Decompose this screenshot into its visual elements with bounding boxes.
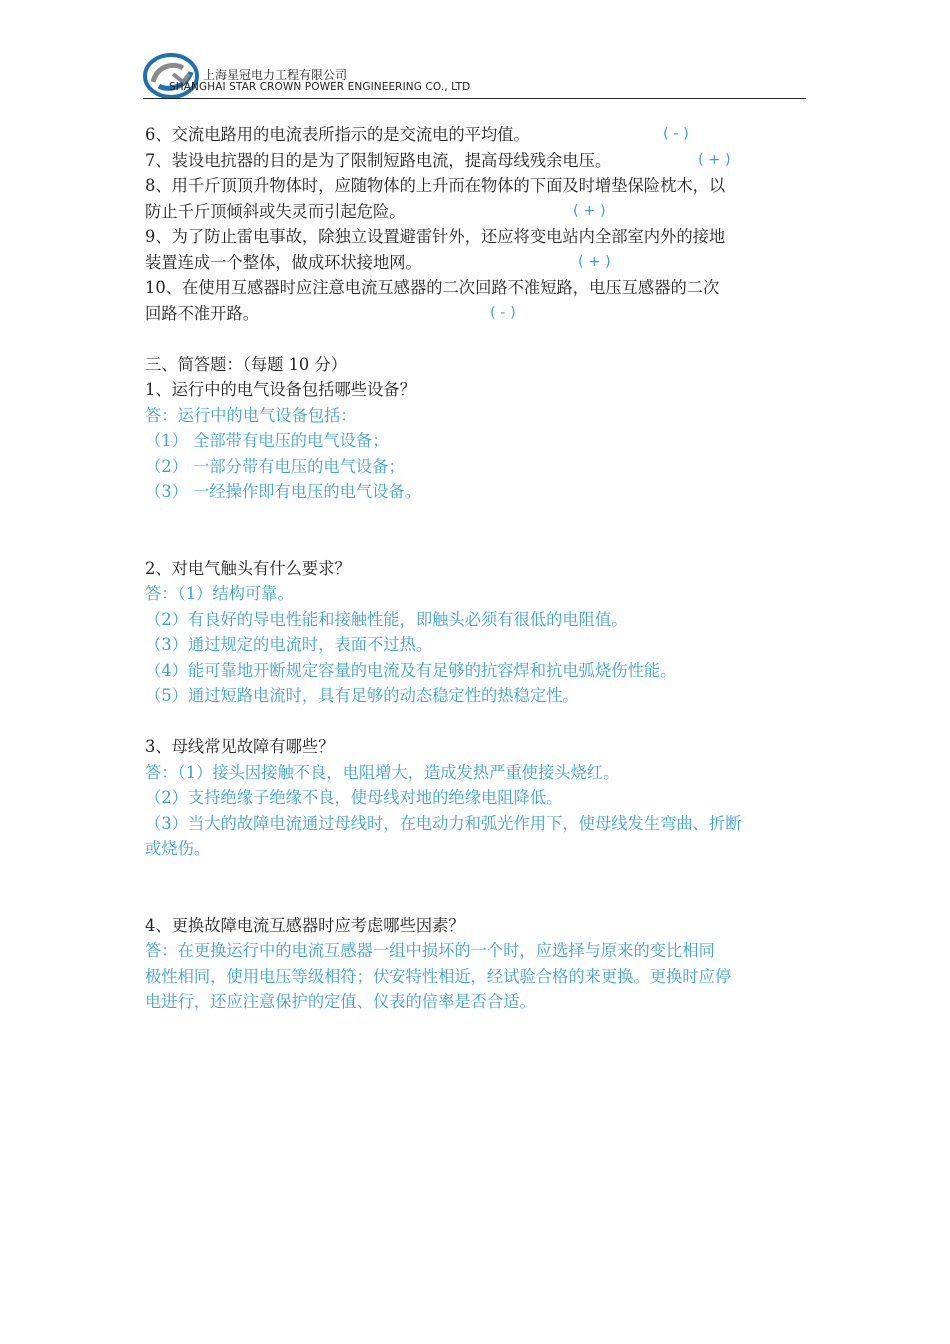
sa-answer-4-line: 答：在更换运行中的电流互感器一组中损坏的一个时，应选择与原来的变比相同 xyxy=(145,941,715,960)
tf-question-9-line2 xyxy=(145,250,810,276)
sa-answer-2-line: （5）通过短路电流时，具有足够的动态稳定性的热稳定性。 xyxy=(145,686,579,705)
sa-answer-3-line: 答：（1）接头因接触不良，电阻增大，造成发热严重使接头烧红。 xyxy=(145,762,620,782)
tf-question-7 xyxy=(145,148,810,174)
question-text: 6、交流电路用的电流表所指示的是交流电的平均值。 xyxy=(145,125,530,144)
sa-answer-4-line: 极性相同，使用电压等级相符；伏安特性相近，经试验合格的来更换。更换时应停 xyxy=(145,966,732,986)
sa-answer-1-line: 答：运行中的电气设备包括： xyxy=(145,405,357,425)
sa-answer-2-line: 答：（1）结构可靠。 xyxy=(145,584,294,603)
sa-answer-1-line: （2） 一部分带有电压的电气设备； xyxy=(145,456,405,476)
sa-answer-2-line: （3）通过规定的电流时，表面不过热。 xyxy=(145,635,433,654)
company-name-cn: 上海星冠电力工程有限公司 xyxy=(203,68,348,82)
tf-question-6 xyxy=(145,122,810,148)
answer-mark: ( - ) xyxy=(490,304,516,321)
sa-question-1: 1、运行中的电气设备包括哪些设备？ xyxy=(145,380,416,399)
sa-answer-3-line: （2）支持绝缘子绝缘不良，使母线对地的绝缘电阻降低。 xyxy=(145,788,563,807)
sa-answer-3-line: 或烧伤。 xyxy=(145,839,211,858)
sa-answer-2-line: （2）有良好的导电性能和接触性能，即触头必须有很低的电阻值。 xyxy=(145,609,628,629)
sa-answer-1-line: （1） 全部带有电压的电气设备； xyxy=(145,431,389,450)
sa-answer-1-line: （3） 一经操作即有电压的电气设备。 xyxy=(145,482,422,501)
tf-question-8-line2 xyxy=(145,199,810,225)
tf-question-10-line1: 10、在使用互感器时应注意电流互感器的二次回路不准短路，电压互感器的二次 xyxy=(145,278,720,297)
answer-mark: ( + ) xyxy=(698,151,731,168)
sa-answer-4-line: 电进行，还应注意保护的定值、仪表的倍率是否合适。 xyxy=(145,992,536,1011)
question-text: 回路不准开路。 xyxy=(145,303,259,323)
tf-question-9-line1: 9、为了防止雷电事故，除独立设置避雷针外，还应将变电站内全部室内外的接地 xyxy=(145,227,726,246)
tf-question-8-line1: 8、用千斤顶顶升物体时，应随物体的上升而在物体的下面及时增垫保险枕木，以 xyxy=(145,176,726,195)
sa-question-4: 4、更换故障电流互感器时应考虑哪些因素？ xyxy=(145,915,465,935)
sa-answer-2-line: （4）能可靠地开断规定容量的电流及有足够的抗容焊和抗电弧烧伤性能。 xyxy=(145,660,677,680)
tf-question-10-line2 xyxy=(145,301,810,327)
document-body xyxy=(145,122,810,1015)
sa-question-3: 3、母线常见故障有哪些？ xyxy=(145,737,335,756)
answer-mark: ( + ) xyxy=(578,253,611,270)
section-title: 三、简答题：（每题 10 分） xyxy=(145,354,348,374)
answer-mark: ( + ) xyxy=(573,202,606,219)
page-header xyxy=(143,52,806,99)
answer-mark: ( - ) xyxy=(663,126,689,142)
sa-answer-3-line: （3）当大的故障电流通过母线时，在电动力和弧光作用下，使母线发生弯曲、折断 xyxy=(145,813,742,833)
sa-question-2: 2、对电气触头有什么要求？ xyxy=(145,558,351,578)
company-name-en: SHANGHAI STAR CROWN POWER ENGINEERING CO., LTD xyxy=(169,81,471,93)
question-text: 防止千斤顶倾斜或失灵而引起危险。 xyxy=(145,201,406,221)
question-text: 7、装设电抗器的目的是为了限制短路电流，提高母线残余电压。 xyxy=(145,150,612,170)
question-text: 装置连成一个整体，做成环状接地网。 xyxy=(145,252,422,272)
